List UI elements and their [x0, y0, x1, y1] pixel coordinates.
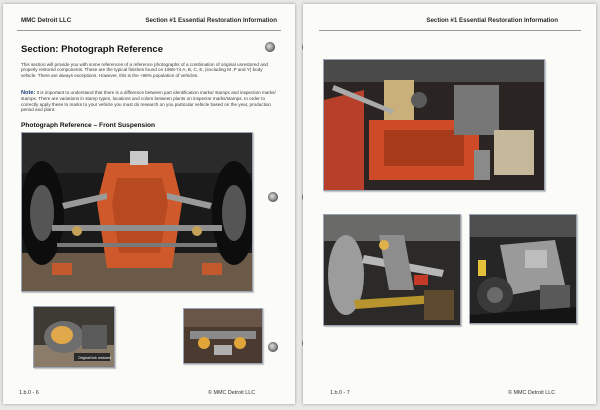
brake-caliper-image — [470, 215, 576, 323]
steering-linkage-image — [324, 215, 460, 325]
right-page — [303, 4, 596, 404]
left-page-number: 1.b.0 - 6 — [19, 390, 39, 396]
front-suspension-image — [22, 133, 252, 291]
front-suspension-photo — [21, 132, 253, 292]
binder-hole — [268, 192, 278, 202]
left-copyright: © MMC Detroit LLC — [208, 390, 256, 396]
brake-caliper-photo — [469, 214, 577, 324]
tie-rod-detail-photo — [183, 308, 263, 364]
tie-rod-detail-image — [184, 309, 262, 363]
steering-linkage-photo — [323, 214, 461, 326]
engine-bay-photo — [323, 59, 545, 191]
right-copyright: © MMC Detroit LLC — [508, 390, 556, 396]
right-page-number: 1.b.0 - 7 — [330, 390, 350, 396]
photo-reference-subheading: Photograph Reference – Front Suspension — [21, 122, 156, 129]
left-page — [3, 4, 295, 404]
header-rule — [17, 30, 281, 31]
section-title: Section: Photograph Reference — [21, 44, 163, 55]
note-text: It is important to understand that there is a difference between part identification marks/ stamps and inspection marks/ stamps. There are variations in stamp types, locations and colors between plants on inspector marks/stamps. In order to correctly apply these to marks to your vehicle you must do research on you particular vehicle based on the year, production period and plant. — [21, 90, 276, 113]
binder-hole — [268, 342, 278, 352]
binder-hole — [265, 42, 275, 52]
thumb-caption: Original link restored — [78, 356, 111, 360]
bushing-detail-photo — [33, 306, 115, 368]
intro-paragraph: This section will provide you with some references of a reference photographs of a combination of original unrestored and properly restored components. These are the typical finishes found on 1968-74 A, B, C, E, (excluding M ,P and Y) body vehicle. There are always exceptions. However, this is the +98% population of vehicles. — [21, 62, 268, 78]
section-header-right: Section #1 Essential Restoration Information — [426, 17, 558, 24]
company-header: MMC Detroit LLC — [21, 17, 72, 24]
engine-bay-image — [324, 60, 544, 190]
section-header: Section #1 Essential Restoration Information — [145, 17, 277, 24]
note-label: Note: — [21, 90, 36, 96]
header-rule-right — [319, 30, 581, 31]
note-paragraph — [21, 90, 277, 113]
